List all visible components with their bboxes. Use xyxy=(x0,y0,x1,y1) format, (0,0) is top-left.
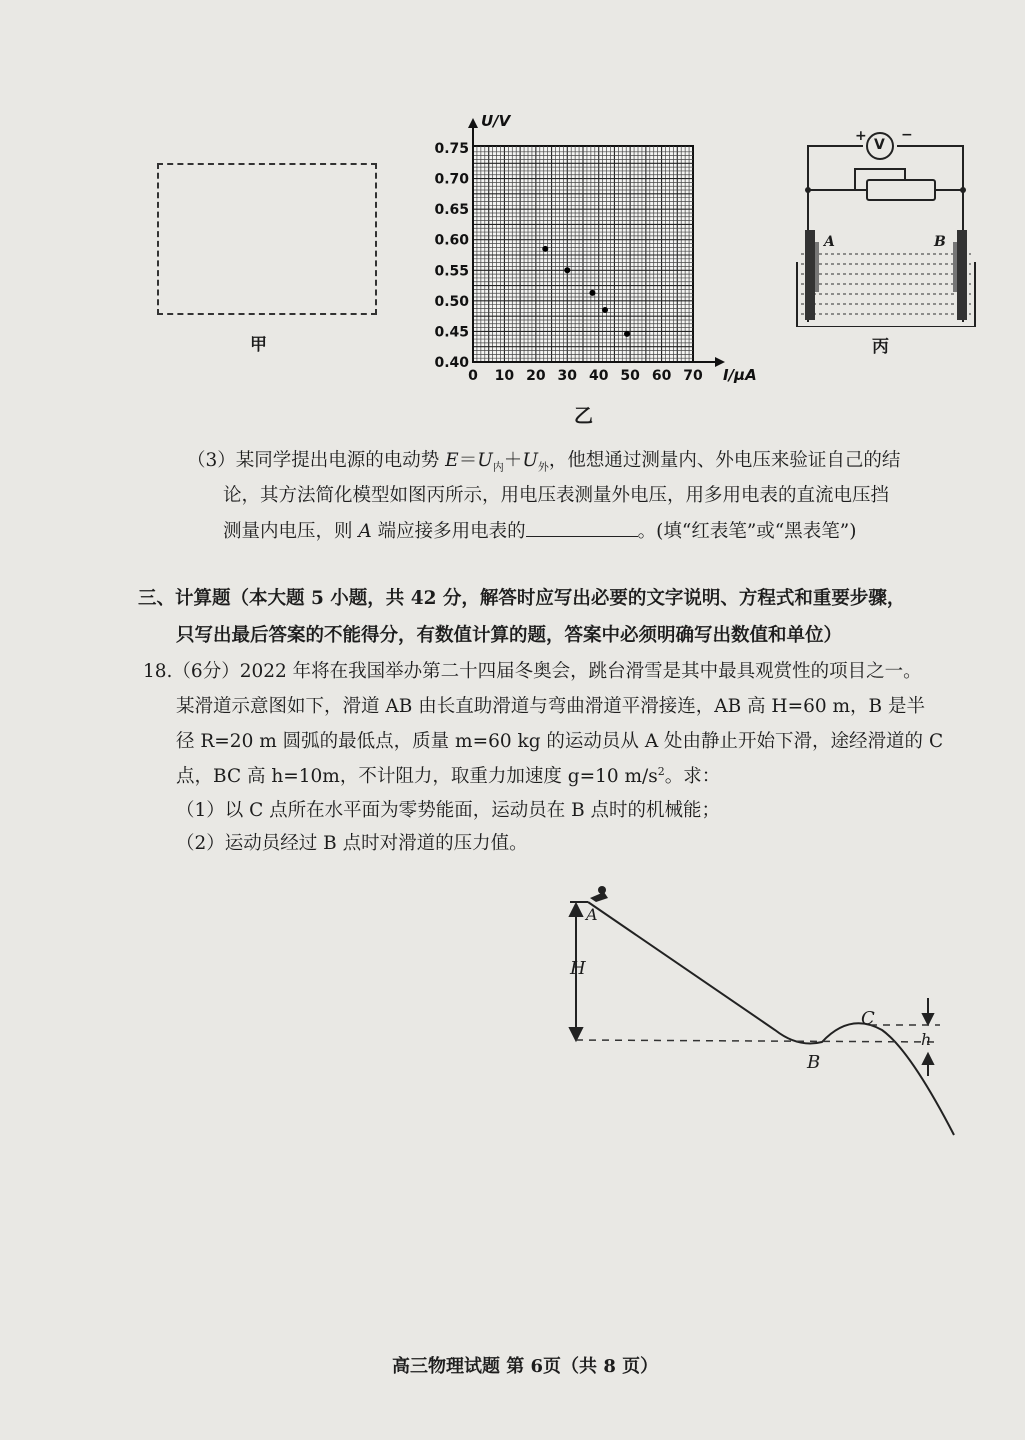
figure-bing-label: 丙 xyxy=(872,337,889,357)
page-footer: 高三物理试题 第 6页（共 8 页） xyxy=(392,1356,659,1377)
y-tick-label: 0.40 xyxy=(434,355,469,371)
figure-jia-label: 甲 xyxy=(250,335,267,355)
terminal-b-label: B xyxy=(934,234,946,250)
diagram-label-b: B xyxy=(807,1052,821,1073)
voltmeter-plus: + xyxy=(855,128,867,144)
q3-line3: 测量内电压，则 A 端应接多用电表的 。(填“红表笔”或“黑表笔”) xyxy=(223,521,857,542)
y-tick-label: 0.50 xyxy=(434,293,469,310)
x-tick-label: 30 xyxy=(557,368,578,384)
q18-line3: 径 R=20 m 圆弧的最低点，质量 m=60 kg 的运动员从 A 处由静止开始下滑，途经滑道的 C xyxy=(176,731,944,752)
answer-blank[interactable] xyxy=(526,522,638,537)
x-tick-label: 60 xyxy=(651,368,672,384)
x-axis-label: I/μA xyxy=(723,366,757,384)
y-tick-label: 0.75 xyxy=(434,141,469,157)
q3-line1: （3）某同学提出电源的电动势 $E=U_内+U_外$，他想通过测量内、外电压来验证自己的结 xyxy=(187,450,901,474)
x-tick-label: 40 xyxy=(588,368,609,384)
x-tick-label: 50 xyxy=(620,368,640,384)
diagram-label-c: C xyxy=(861,1008,875,1029)
section3-heading-line2: 只写出最后答案的不能得分，有数值计算的题，答案中必须明确写出数值和单位） xyxy=(176,625,843,646)
x-tick-label: 10 xyxy=(494,368,515,384)
q18-line4: 点，BC 高 h=10m，不计阻力，取重力加速度 g=10 $m/s^2$。求： xyxy=(176,765,721,788)
q18-line1: 18.（6分）2022 年将在我国举办第二十四届冬奥会，跳台滑雪是其中最具观赏性的项目之一。 xyxy=(143,661,922,682)
data-point xyxy=(589,290,595,296)
y-axis-label: U/V xyxy=(481,112,511,130)
diagram-label-a: A xyxy=(586,905,598,924)
terminal-a-label: A xyxy=(824,234,835,250)
data-point xyxy=(624,331,630,337)
y-tick-label: 0.65 xyxy=(434,202,469,219)
diagram-label-h-small: h xyxy=(921,1030,932,1049)
data-point xyxy=(564,267,570,273)
x-tick-label: 20 xyxy=(526,368,546,384)
figure-jia xyxy=(157,163,377,315)
y-axis-arrow xyxy=(468,118,478,128)
circuit-bing xyxy=(795,122,980,327)
diagram-label-h-big: H xyxy=(570,958,586,979)
q3-line2: 论，其方法简化模型如图丙所示，用电压表测量外电压，用多用电表的直流电压挡 xyxy=(223,485,890,506)
y-tick-label: 0.45 xyxy=(434,324,469,341)
ski-slope-diagram xyxy=(560,880,970,1140)
q3-number: （3） xyxy=(187,450,236,471)
q18-line2: 某滑道示意图如下，滑道 AB 由长直助滑道与弯曲滑道平滑接连，AB 高 H=60 m，B 是半 xyxy=(176,696,926,717)
section3-heading-line1: 三、计算题（本大题 5 小题，共 42 分，解答时应写出必要的文字说明、方程式和重要步骤， xyxy=(138,588,906,609)
y-tick-label: 0.60 xyxy=(434,232,469,249)
voltmeter-label: V xyxy=(874,137,885,153)
figure-yi-label: 乙 xyxy=(574,405,594,427)
data-point xyxy=(602,307,608,313)
data-point xyxy=(542,246,548,252)
q18-subquestion-2: （2）运动员经过 B 点时对滑道的压力值。 xyxy=(176,833,528,854)
y-tick-label: 0.70 xyxy=(434,171,469,188)
q18-subquestion-1: （1）以 C 点所在水平面为零势能面，运动员在 B 点时的机械能； xyxy=(176,800,721,821)
x-tick-label: 0 xyxy=(468,368,478,384)
x-tick-label: 70 xyxy=(683,368,703,384)
voltmeter-minus: − xyxy=(901,127,913,143)
y-tick-label: 0.55 xyxy=(434,263,469,280)
u-i-chart xyxy=(425,112,770,412)
